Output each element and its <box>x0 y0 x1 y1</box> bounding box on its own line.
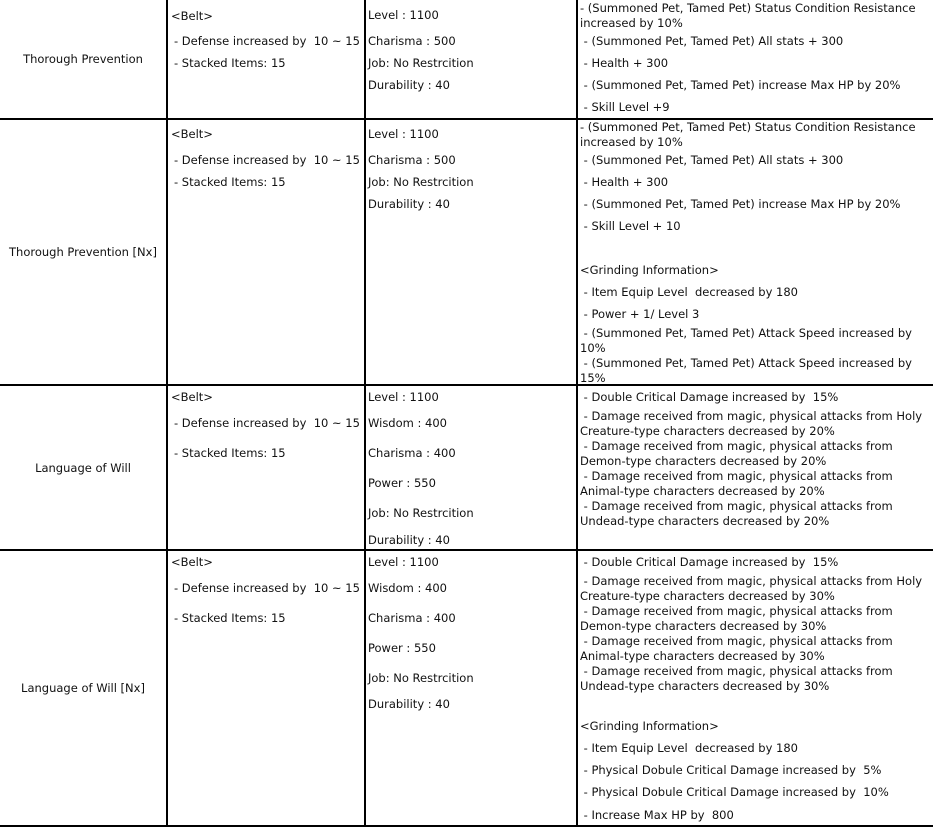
base-stat: - Defense increased by 10 ~ 15 <box>174 153 360 167</box>
effects-cell <box>578 0 933 118</box>
item-name: Thorough Prevention [Nx] <box>9 245 157 259</box>
grinding-heading: <Grinding Information> <box>580 263 719 277</box>
base-stat: - Defense increased by 10 ~ 15 <box>174 581 360 595</box>
item-type: <Belt> <box>171 555 213 569</box>
base-stat: - Defense increased by 10 ~ 15 <box>174 416 360 430</box>
base-stat: - Stacked Items: 15 <box>174 56 286 70</box>
effect: - Damage received from magic, physical attacks from Animal-type characters decreased by 20% <box>580 469 897 498</box>
item-name-cell <box>0 386 168 549</box>
item-name-cell <box>0 551 168 825</box>
effects-cell <box>578 120 933 384</box>
effect: - Damage received from magic, physical attacks from Holy Creature-type characters decreased by 20% <box>580 409 926 438</box>
effect: - Increase Max HP by 800 <box>580 808 734 822</box>
base-stats-cell <box>168 386 366 549</box>
table-row <box>0 386 933 551</box>
requirement: Charisma : 400 <box>368 611 456 625</box>
effect: - Double Critical Damage increased by 15% <box>580 390 839 404</box>
base-stat: - Defense increased by 10 ~ 15 <box>174 34 360 48</box>
base-stat: - Stacked Items: 15 <box>174 611 286 625</box>
effect: - Physical Dobule Critical Damage increased by 10% <box>580 785 889 799</box>
requirement: Level : 1100 <box>368 555 439 569</box>
effect: - Damage received from magic, physical attacks from Holy Creature-type characters decreased by 30% <box>580 574 926 603</box>
requirements-cell <box>366 551 578 825</box>
effect: - (Summoned Pet, Tamed Pet) Attack Speed increased by 15% <box>580 356 916 384</box>
item-name: Language of Will <box>35 460 131 475</box>
effect: - (Summoned Pet, Tamed Pet) increase Max HP by 20% <box>580 78 901 92</box>
base-stats-cell <box>168 0 366 118</box>
effect: - (Summoned Pet, Tamed Pet) Attack Speed increased by 10% <box>580 326 916 355</box>
effect: - Item Equip Level decreased by 180 <box>580 285 798 299</box>
item-name: Language of Will [Nx] <box>21 681 145 695</box>
requirement: Durability : 40 <box>368 78 450 92</box>
item-type: <Belt> <box>171 390 213 404</box>
effect: - (Summoned Pet, Tamed Pet) Status Condition Resistance increased by 10% <box>580 120 920 149</box>
requirement: Wisdom : 400 <box>368 581 447 595</box>
requirement: Charisma : 400 <box>368 446 456 460</box>
requirement: Power : 550 <box>368 641 436 655</box>
requirement: Level : 1100 <box>368 127 439 141</box>
effect: - (Summoned Pet, Tamed Pet) Status Condition Resistance increased by 10% <box>580 1 920 30</box>
effect: - (Summoned Pet, Tamed Pet) increase Max HP by 20% <box>580 197 901 211</box>
requirement: Charisma : 500 <box>368 34 456 48</box>
effects-cell <box>578 386 933 549</box>
item-type: <Belt> <box>171 127 213 141</box>
requirement: Level : 1100 <box>368 390 439 404</box>
table-row <box>0 551 933 827</box>
effect: - Damage received from magic, physical attacks from Demon-type characters decreased by 30% <box>580 604 897 633</box>
table-row <box>0 0 933 120</box>
requirements-cell <box>366 0 578 118</box>
base-stats-cell <box>168 120 366 384</box>
requirement: Job: No Restrcition <box>368 56 474 70</box>
effect: - Health + 300 <box>580 175 669 189</box>
requirement: Wisdom : 400 <box>368 416 447 430</box>
effect: - Damage received from magic, physical attacks from Undead-type characters decreased by 30% <box>580 664 897 693</box>
effect: - Damage received from magic, physical attacks from Demon-type characters decreased by 20% <box>580 439 897 468</box>
item-name-cell <box>0 0 168 118</box>
base-stats-cell <box>168 551 366 825</box>
table-row <box>0 120 933 386</box>
item-type: <Belt> <box>171 9 213 23</box>
requirement: Durability : 40 <box>368 697 450 711</box>
effect: - (Summoned Pet, Tamed Pet) All stats + 300 <box>580 153 844 167</box>
effect: - Damage received from magic, physical attacks from Animal-type characters decreased by 30% <box>580 634 897 663</box>
effect: - Skill Level +9 <box>580 100 670 114</box>
requirements-cell <box>366 120 578 384</box>
requirement: Level : 1100 <box>368 8 439 22</box>
effects-cell <box>578 551 933 825</box>
item-name: Thorough Prevention <box>23 52 143 66</box>
base-stat: - Stacked Items: 15 <box>174 446 286 460</box>
effect: - Double Critical Damage increased by 15% <box>580 555 839 569</box>
effect: - Item Equip Level decreased by 180 <box>580 741 798 755</box>
item-name-cell <box>0 120 168 384</box>
requirement: Durability : 40 <box>368 533 450 547</box>
effect: - Power + 1/ Level 3 <box>580 307 700 321</box>
grinding-heading: <Grinding Information> <box>580 719 719 733</box>
requirement: Job: No Restrcition <box>368 506 474 520</box>
effect: - Skill Level + 10 <box>580 219 681 233</box>
requirement: Charisma : 500 <box>368 153 456 167</box>
requirement: Durability : 40 <box>368 197 450 211</box>
requirement: Job: No Restrcition <box>368 671 474 685</box>
effect: - Health + 300 <box>580 56 669 70</box>
requirements-cell <box>366 386 578 549</box>
effect: - Physical Dobule Critical Damage increased by 5% <box>580 763 882 777</box>
effect: - (Summoned Pet, Tamed Pet) All stats + 300 <box>580 34 844 48</box>
requirement: Job: No Restrcition <box>368 175 474 189</box>
requirement: Power : 550 <box>368 476 436 490</box>
effect: - Damage received from magic, physical attacks from Undead-type characters decreased by 20% <box>580 499 897 528</box>
base-stat: - Stacked Items: 15 <box>174 175 286 189</box>
